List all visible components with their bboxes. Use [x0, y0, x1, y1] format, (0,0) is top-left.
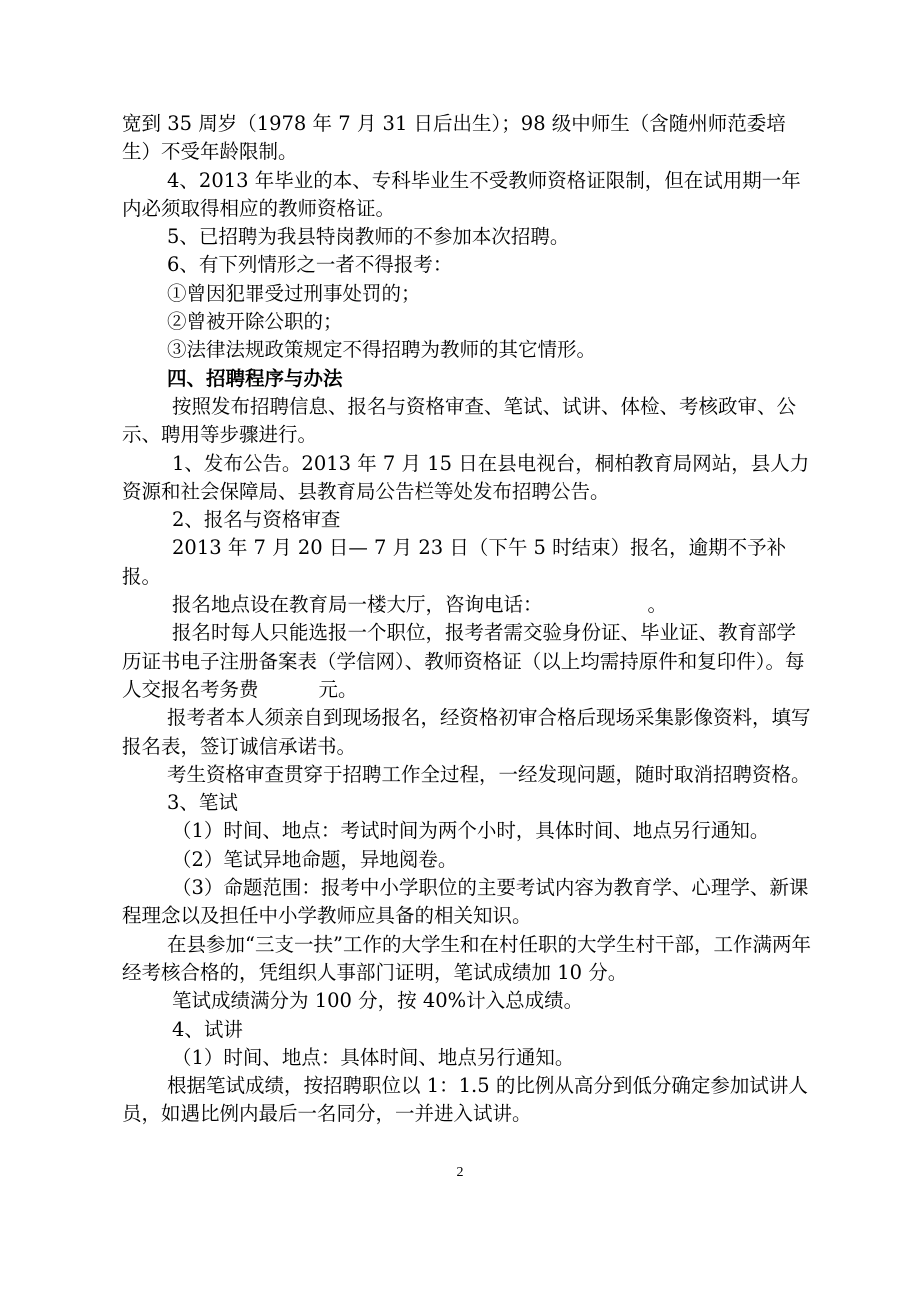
- paragraph-tail: 。: [647, 593, 668, 617]
- paragraph-text: （3）命题范围：报考中小学职位的主要考试内容为教育学、心理学、新课程理念以及担任中小学教师应具备的相关知识。: [122, 876, 809, 928]
- paragraph: [122, 987, 812, 1015]
- paragraph-text: 4、试讲: [172, 1017, 243, 1041]
- paragraph-text: （1）时间、地点：考试时间为两个小时，具体时间、地点另行通知。: [172, 819, 770, 843]
- paragraph-text: 宽到 35 周岁（1978 年 7 月 31 日后出生）；98 级中师生（含随州师范委培生）不受年龄限制。: [122, 112, 786, 164]
- paragraph-text: 报名地点设在教育局一楼大厅，咨询电话：: [172, 593, 543, 617]
- paragraph: [122, 1044, 812, 1072]
- paragraph-text: （2）笔试异地命题，异地阅卷。: [172, 847, 458, 871]
- paragraph-text: 在县参加“三支一扶”工作的大学生和在村任职的大学生村干部，工作满两年经考核合格的，凭组织人事部门证明，笔试成绩加 10 分。: [122, 932, 811, 984]
- paragraph-text: 按照发布招聘信息、报名与资格审查、笔试、试讲、体检、考核政审、公示、聘用等步骤进行。: [122, 394, 797, 447]
- paragraph: [122, 308, 812, 336]
- paragraph-text: 5、已招聘为我县特岗教师的不参加本次招聘。: [167, 225, 570, 249]
- paragraph: [122, 450, 812, 507]
- paragraph: [122, 789, 812, 817]
- paragraph: [122, 223, 812, 251]
- paragraph-text: 2013 年 7 月 20 日— 7 月 23 日（下午 5 时结束）报名，逾期不予补报。: [122, 536, 787, 588]
- paragraph: [122, 931, 812, 988]
- paragraph-text: ②曾被开除公职的；: [167, 310, 343, 334]
- paragraph-text: 报名时每人只能选报一个职位，报考者需交验身份证、毕业证、教育部学历证书电子注册备案表（学信网）、教师资格证（以上均需持原件和复印件）。每人交报名考务费: [122, 621, 805, 701]
- paragraph: [122, 280, 812, 308]
- paragraph-text: 考生资格审查贯穿于招聘工作全过程，一经发现问题，随时取消招聘资格。: [167, 762, 811, 786]
- paragraph-text: 四、招聘程序与办法: [167, 366, 343, 390]
- paragraph-text: （1）时间、地点：具体时间、地点另行通知。: [172, 1045, 575, 1069]
- paragraph-text: ③法律法规政策规定不得招聘为教师的其它情形。: [167, 338, 597, 362]
- paragraph: [122, 846, 812, 874]
- paragraph: [122, 761, 812, 789]
- paragraph: [122, 506, 812, 534]
- paragraph: [122, 1016, 812, 1044]
- paragraph: [122, 167, 812, 224]
- paragraph: [122, 251, 812, 279]
- page-number: 2: [456, 1165, 464, 1180]
- paragraph: [122, 619, 812, 704]
- paragraph-text: 2、报名与资格审查: [172, 508, 341, 532]
- paragraph-text: 1、发布公告。2013 年 7 月 15 日在县电视台，桐柏教育局网站，县人力资源和社会保障局、县教育局公告栏等处发布招聘公告。: [122, 451, 810, 503]
- paragraph-text: 4、2013 年毕业的本、专科毕业生不受教师资格证限制，但在试用期一年内必须取得相应的教师资格证。: [122, 168, 801, 220]
- paragraph-text: 报考者本人须亲自到现场报名，经资格初审合格后现场采集影像资料，填写报名表，签订诚信承诺书。: [122, 706, 811, 758]
- paragraph: [122, 704, 812, 761]
- paragraph: [122, 1072, 812, 1129]
- paragraph: [122, 591, 812, 619]
- document-body: [122, 110, 812, 1129]
- section-heading: [122, 365, 812, 393]
- paragraph: [122, 393, 812, 450]
- paragraph: [122, 817, 812, 845]
- paragraph-text: 6、有下列情形之一者不得报考：: [167, 253, 453, 277]
- paragraph-text: 3、笔试: [167, 791, 238, 815]
- paragraph-text: 笔试成绩满分为 100 分，按 40%计入总成绩。: [172, 989, 584, 1013]
- paragraph-tail: 元。: [318, 677, 358, 701]
- paragraph: [122, 110, 812, 167]
- paragraph-text: ①曾因犯罪受过刑事处罚的；: [167, 281, 421, 305]
- paragraph: [122, 336, 812, 364]
- paragraph-text: 根据笔试成绩，按招聘职位以 1：1.5 的比例从高分到低分确定参加试讲人员，如遇比例内最后一名同分，一并进入试讲。: [122, 1074, 808, 1126]
- paragraph: [122, 534, 812, 591]
- paragraph: [122, 874, 812, 931]
